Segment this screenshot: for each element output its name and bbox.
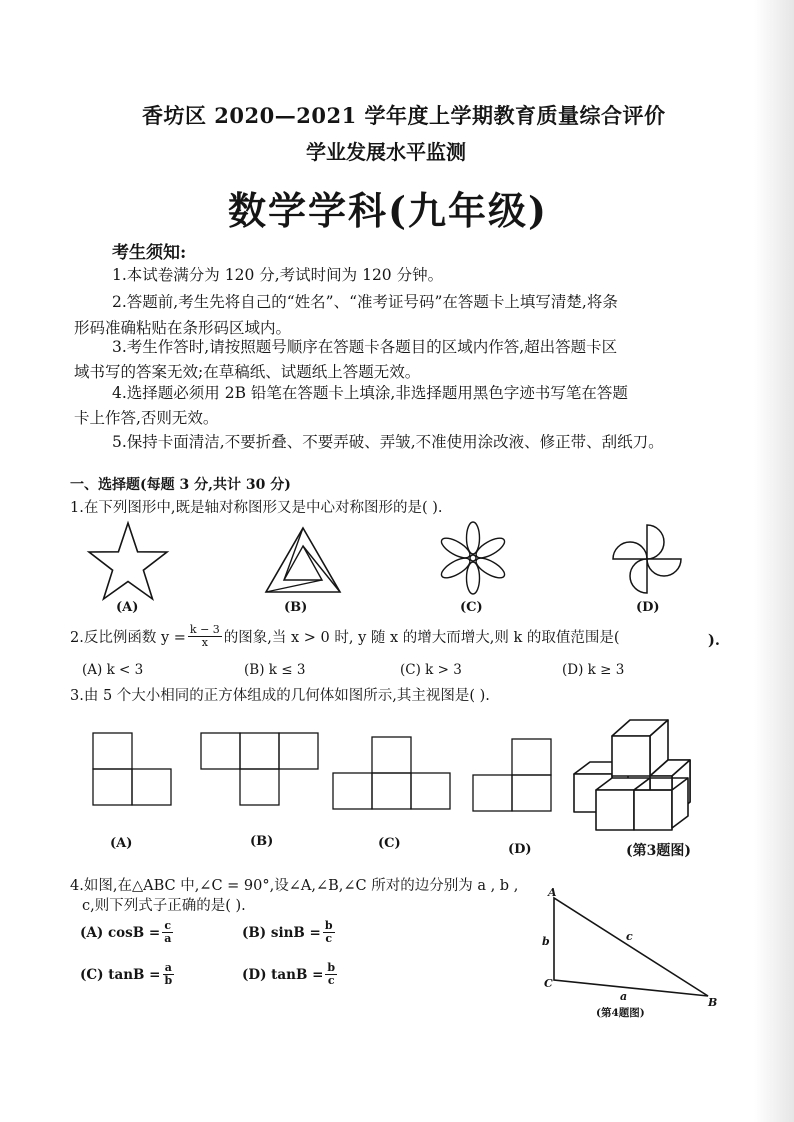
q4-triangle-figure (540, 886, 720, 1020)
q2-stem-prefix: 2.反比例函数 y = (70, 630, 186, 646)
q2-option-b: (B) k ≤ 3 (244, 662, 306, 678)
q4-option-a-num: c (164, 919, 172, 932)
notice-rule-1: 1.本试卷满分为 120 分,考试时间为 120 分钟。 (112, 266, 444, 284)
q2-frac-denominator: x (201, 636, 208, 649)
q2-stem-suffix: 的图象,当 x > 0 时, y 随 x 的增大而增大,则 k 的取值范围是( (223, 630, 620, 646)
exam-title-line1: 香坊区 2020—2021 学年度上学期教育质量综合评价 (142, 103, 666, 128)
q4-option-a (80, 920, 175, 945)
notice-heading: 考生须知: (112, 243, 187, 263)
q4-option-b-fraction (323, 920, 335, 945)
q3-label-d: (D) (508, 842, 532, 857)
q1-stem: 1.在下列图形中,既是轴对称图形又是中心对称图形的是( ). (70, 500, 443, 516)
q1-label-b: (B) (284, 600, 308, 615)
exam-subject-title: 数学学科(九年级) (228, 188, 548, 233)
exam-title-line2: 学业发展水平监测 (306, 140, 466, 164)
q4-option-c (80, 962, 176, 987)
q1-star-figure (86, 520, 170, 602)
q1-label-c: (C) (460, 600, 483, 615)
q4-option-c-num: a (164, 961, 172, 974)
q4-stem-line1: 4.如图,在△ABC 中,∠C = 90°,设∠A,∠B,∠C 所对的边分别为 a , b , (70, 878, 519, 894)
q4-option-a-label: (A) cosB = (80, 924, 161, 941)
q4-option-d-label: (D) tanB = (242, 966, 324, 983)
q4-option-d-fraction (325, 962, 337, 987)
q4-option-c-fraction (162, 962, 174, 987)
q3-view-b (200, 732, 320, 806)
notice-rule-2: 2.答题前,考生先将自己的“姓名”、“准考证号码”在答题卡上填写清楚,将条 (112, 293, 618, 311)
q3-solid-figure (572, 716, 694, 834)
q2-fraction (188, 624, 222, 649)
notice-rule-4: 4.选择题必须用 2B 铅笔在答题卡上填涂,非选择题用黑色字迹书写笔在答题 (112, 384, 628, 402)
q4-option-c-label: (C) tanB = (80, 966, 161, 983)
q4-option-d (242, 962, 339, 987)
q2-stem (70, 624, 620, 649)
q2-option-d: (D) k ≥ 3 (562, 662, 625, 678)
notice-rule-3-cont: 域书写的答案无效;在草稿纸、试题纸上答题无效。 (74, 363, 421, 381)
q3-figure-caption: (第3题图) (626, 843, 691, 859)
q4-vertex-b: B (708, 996, 718, 1009)
q4-side-b: b (542, 935, 550, 948)
q3-view-d (472, 738, 554, 812)
q3-label-c: (C) (378, 836, 401, 851)
q1-recycle-figure (264, 526, 342, 594)
q4-option-c-den: b (164, 974, 173, 987)
q1-flower-figure (436, 520, 510, 596)
q4-vertex-c: C (544, 977, 553, 990)
scan-edge-shadow (754, 0, 794, 1122)
q4-option-a-den: a (164, 932, 172, 945)
q4-option-b-den: c (325, 932, 333, 945)
q4-stem-line2: c,则下列式子正确的是( ). (82, 898, 246, 914)
q4-vertex-a: A (548, 886, 557, 899)
q4-option-a-fraction (162, 920, 173, 945)
q2-stem-end: ). (708, 632, 720, 649)
q3-label-a: (A) (110, 836, 133, 851)
notice-rule-4-cont: 卡上作答,否则无效。 (74, 409, 219, 427)
q2-frac-numerator: k − 3 (189, 623, 220, 636)
q4-figure-caption: (第4题图) (596, 1007, 645, 1019)
q4-option-b-label: (B) sinB = (242, 924, 321, 941)
notice-rule-3: 3.考生作答时,请按照题号顺序在答题卡各题目的区域内作答,超出答题卡区 (112, 338, 618, 356)
q3-label-b: (B) (250, 834, 274, 849)
q2-option-a: (A) k < 3 (82, 662, 144, 678)
q4-option-b (242, 920, 337, 945)
q4-side-a: a (620, 990, 628, 1003)
q3-view-c (332, 736, 452, 810)
q1-label-d: (D) (636, 600, 660, 615)
q4-option-d-num: b (327, 961, 336, 974)
q4-option-d-den: c (327, 974, 335, 987)
notice-rule-2-cont: 形码准确粘贴在条形码区域内。 (74, 319, 292, 337)
notice-rule-5: 5.保持卡面清洁,不要折叠、不要弄破、弄皱,不准使用涂改液、修正带、刮纸刀。 (112, 433, 664, 451)
q4-option-b-num: b (324, 919, 333, 932)
q4-side-c: c (626, 930, 633, 943)
section-heading: 一、选择题(每题 3 分,共计 30 分) (70, 477, 291, 493)
q3-stem: 3.由 5 个大小相同的正方体组成的几何体如图所示,其主视图是( ). (70, 688, 490, 704)
q3-view-a (92, 732, 174, 806)
q1-pinwheel-figure (608, 520, 686, 598)
q2-option-c: (C) k > 3 (400, 662, 462, 678)
q1-label-a: (A) (116, 600, 139, 615)
